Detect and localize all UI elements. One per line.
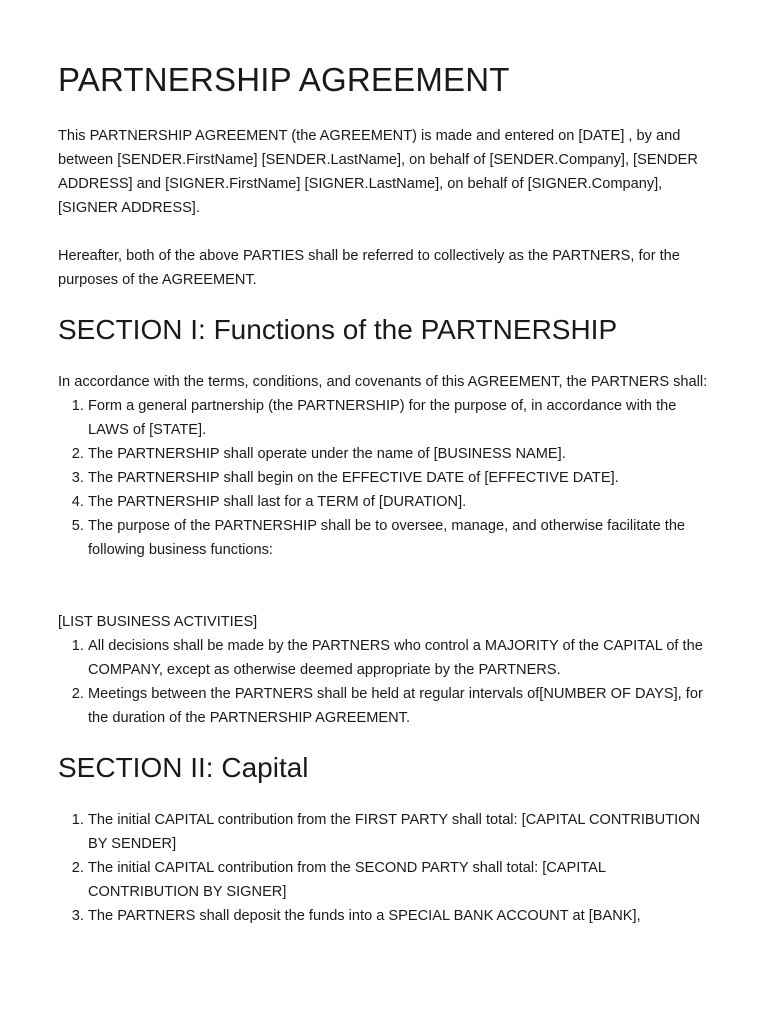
intro-paragraph: This PARTNERSHIP AGREEMENT (the AGREEMENT) is made and entered on [DATE] , by and between [SENDER.FirstName] [SENDER.LastName], on behalf of [SENDER.Company], [SENDER ADDRESS] and [SIGNER.FirstName] [SIGNER.LastName], on behalf of [SIGNER.Company], [SIGNER ADDRESS].: [58, 128, 698, 216]
business-activities-placeholder: [LIST BUSINESS ACTIVITIES]: [58, 614, 258, 630]
list-item: 3. The PARTNERS shall deposit the funds into a SPECIAL BANK ACCOUNT at [BANK],: [88, 904, 710, 928]
section-1-heading: SECTION I: Functions of the PARTNERSHIP: [58, 314, 618, 345]
list-item: 1. The initial CAPITAL contribution from the FIRST PARTY shall total: [CAPITAL CONTRIBUTION BY SENDER]: [88, 808, 710, 856]
section-1-lead-in: In accordance with the terms, conditions, and covenants of this AGREEMENT, the PARTNERS shall:: [58, 374, 708, 390]
list-item: 2. Meetings between the PARTNERS shall be held at regular intervals of[NUMBER OF DAYS], for the duration of the PARTNERSHIP AGREEMENT.: [88, 682, 710, 730]
section-1-decisions-list: [58, 634, 710, 730]
section-1-list: [58, 394, 710, 562]
section-2-list: [58, 808, 710, 928]
hereafter-paragraph: Hereafter, both of the above PARTIES shall be referred to collectively as the PARTNERS, for the purposes of the AGREEMENT.: [58, 248, 680, 288]
list-item: 1. All decisions shall be made by the PARTNERS who control a MAJORITY of the CAPITAL of the COMPANY, except as otherwise deemed appropriate by the PARTNERS.: [88, 634, 710, 682]
section-2-heading: SECTION II: Capital: [58, 752, 309, 783]
list-item: 1. Form a general partnership (the PARTNERSHIP) for the purpose of, in accordance with the LAWS of [STATE].: [88, 394, 710, 442]
list-item: 3. The PARTNERSHIP shall begin on the EFFECTIVE DATE of [EFFECTIVE DATE].: [88, 466, 710, 490]
list-item: 4. The PARTNERSHIP shall last for a TERM of [DURATION].: [88, 490, 710, 514]
document-title: PARTNERSHIP AGREEMENT: [58, 61, 510, 98]
list-item: 2. The initial CAPITAL contribution from the SECOND PARTY shall total: [CAPITAL CONTRIBUTION BY SIGNER]: [88, 856, 710, 904]
list-item: 2. The PARTNERSHIP shall operate under the name of [BUSINESS NAME].: [88, 442, 710, 466]
list-item: 5. The purpose of the PARTNERSHIP shall be to oversee, manage, and otherwise facilitate the following business functions:: [88, 514, 710, 562]
